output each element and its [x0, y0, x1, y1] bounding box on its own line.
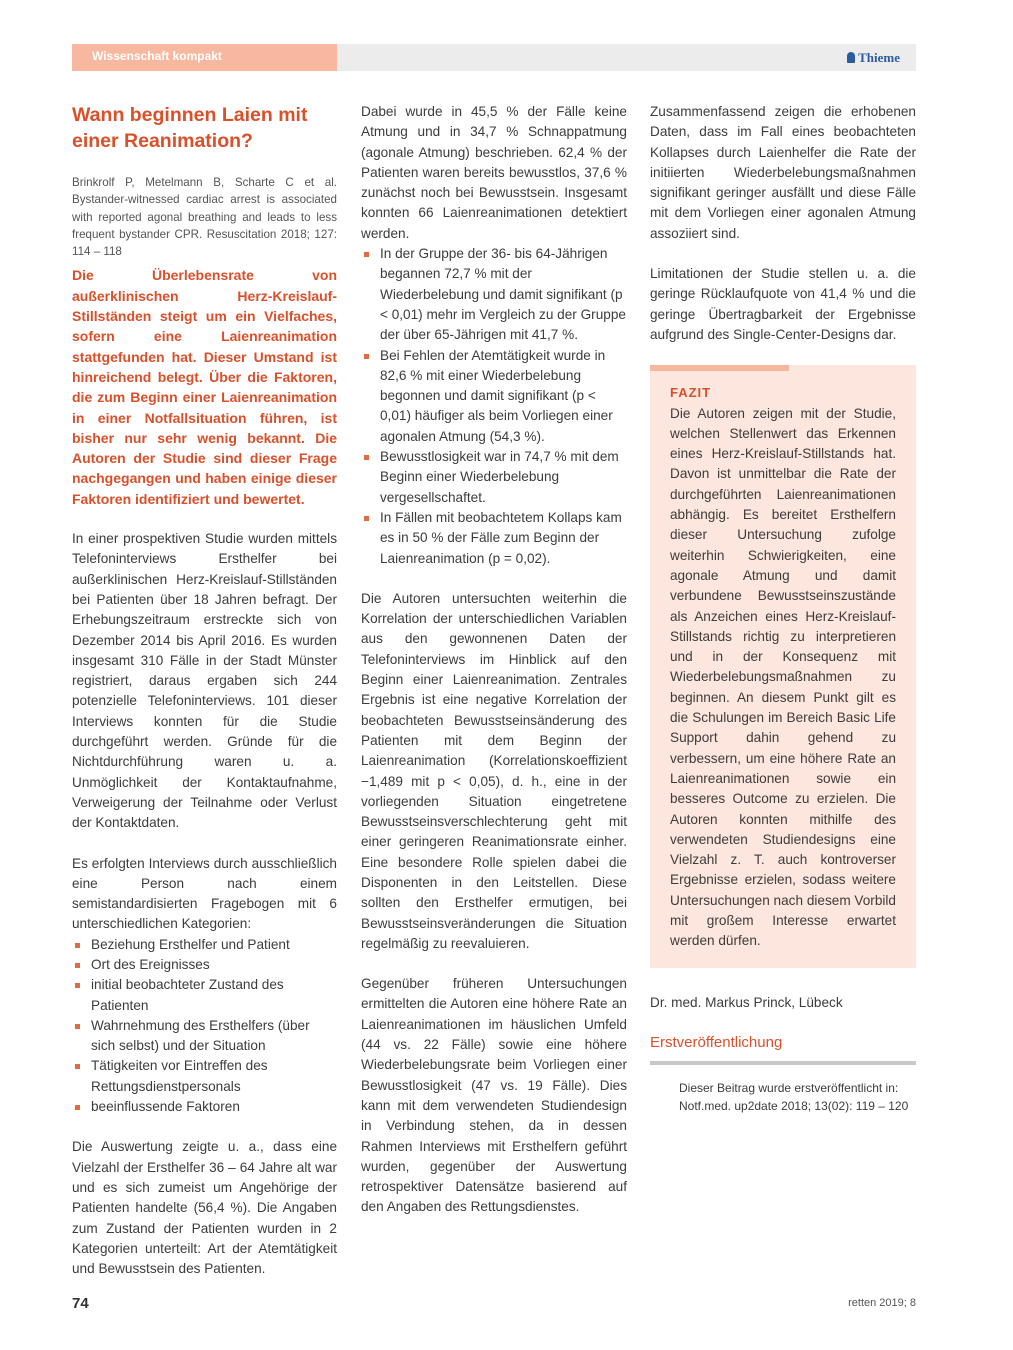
bullet-icon	[364, 516, 369, 521]
bullet-icon	[75, 983, 80, 988]
page-number: 74	[72, 1295, 89, 1312]
paragraph-breathing: Dabei wurde in 45,5 % der Fälle keine Atmung und in 34,7 % Schnappatmung (agonale Atmung) beschrieben. 62,4 % der Patienten waren bereits bewusstlos, 37,6 % zunächst noch bei Bewusstsein. Insgesamt konnten 66 Laienreanimationen detektiert werden.	[361, 104, 627, 241]
findings-list	[361, 244, 627, 569]
list-item: Beziehung Ersthelfer und Patient	[72, 935, 337, 955]
section-label: Wissenschaft kompakt	[92, 49, 222, 63]
bullet-icon	[75, 963, 80, 968]
paragraph-evaluation: Die Auswertung zeigte u. a., dass eine Vielzahl der Ersthelfer 36 – 64 Jahre alt war und es sich zumeist um Angehörige der Patienten handelte (56,4 %). Die Angaben zum Zustand der Patienten wurden in 2 Kategorien unterteilt: Art der Atemtätigkeit und Bewusstsein des Patienten.	[72, 1139, 337, 1277]
list-item: initial beobachteter Zustand des Patienten	[72, 975, 337, 1016]
list-item: Bei Fehlen der Atemtätigkeit wurde in 82,6 % mit einer Wiederbelebung begonnen und damit signifikant (p < 0,01) häufiger als beim Vorliegen einer agonalen Atmung (54,3 %).	[361, 346, 627, 447]
first-publication-heading: Erstveröffentlichung	[650, 1033, 783, 1051]
citation: Brinkrolf P, Metelmann B, Scharte C et al. Bystander-witnessed cardiac arrest is associated with reported agonal breathing and leads to less frequent bystander CPR. Resuscitation 2018; 127: 114 – 118	[72, 176, 337, 259]
bullet-icon	[75, 1024, 80, 1029]
author-line: Dr. med. Markus Princk, Lübeck	[650, 994, 843, 1010]
thieme-logo-text: Thieme	[858, 50, 900, 65]
fazit-box	[650, 365, 916, 967]
bullet-icon	[75, 1064, 80, 1069]
column-3	[650, 102, 916, 1115]
bullet-icon	[364, 354, 369, 359]
paragraph-method: In einer prospektiven Studie wurden mittels Telefoninterviews Ersthelfer bei außerklinischen Herz-Kreislauf-Stillständen bei Patienten über 18 Jahren befragt. Der Erhebungszeitraum erstreckte sich von Dezember 2014 bis April 2016. Es wurden insgesamt 310 Fälle in der Stadt Münster registriert, daraus ergaben sich 244 potenzielle Telefoninterviews. 101 dieser Interviews konnten für die Studie durchgeführt werden. Gründe für die Nichtdurchführung waren u. a. Unmöglichkeit der Kontaktaufnahme, Verweigerung der Teilnahme oder Verlust der Kontaktdaten.	[72, 531, 337, 831]
list-item: Tätigkeiten vor Eintreffen des Rettungsdienstpersonals	[72, 1056, 337, 1097]
thieme-logo-icon	[847, 52, 855, 63]
paragraph-interviews: Es erfolgten Interviews durch ausschließlich eine Person nach einem semistandardisierten Fragebogen mit 6 unterschiedlichen Kategorien:	[72, 855, 337, 932]
article-title: Wann beginnen Laien mit einer Reanimation?	[72, 104, 308, 152]
list-item: In Fällen mit beobachtetem Kollaps kam es in 50 % der Fälle zum Beginn der Laienreanimation (p = 0,02).	[361, 508, 627, 569]
publisher-header-bar	[337, 44, 916, 71]
bullet-icon	[364, 252, 369, 257]
paragraph-limitations: Limitationen der Studie stellen u. a. die geringe Rücklaufquote von 41,4 % und die geringe Übertragbarkeit der Ergebnisse aufgrund des Single-Center-Designs dar.	[650, 266, 916, 342]
bullet-icon	[364, 455, 369, 460]
list-item: beeinflussende Faktoren	[72, 1097, 337, 1117]
journal-reference: retten 2019; 8	[848, 1297, 916, 1309]
category-list	[72, 935, 337, 1118]
list-item: Ort des Ereignisses	[72, 955, 337, 975]
fazit-accent-bar	[650, 365, 789, 371]
column-1	[72, 102, 337, 1299]
lead-paragraph: Die Überlebensrate von außerklinischen Herz-Kreislauf-Stillständen steigt um ein Vielfaches, sofern eine Laienreanimation stattgefunden hat. Dieser Umstand ist hinreichend belegt. Über die Faktoren, die zum Beginn einer Laienreanimation in einer Notfallsituation führen, ist bisher nur sehr wenig bekannt. Die Autoren der Studie sind dieser Frage nachgegangen und haben einige dieser Faktoren identifiziert und bewertet.	[72, 267, 337, 507]
list-item: In der Gruppe der 36- bis 64-Jährigen begannen 72,7 % mit der Wiederbelebung und damit signifikant (p < 0,01) mehr im Vergleich zu der Gruppe der über 65-Jährigen mit 41,7 %.	[361, 244, 627, 345]
list-item: Bewusstlosigkeit war in 74,7 % mit dem Beginn einer Wiederbelebung vergesellschaftet.	[361, 447, 627, 508]
thieme-logo	[847, 50, 900, 66]
column-2-content	[361, 102, 627, 1238]
paragraph-correlation: Die Autoren untersuchten weiterhin die Korrelation der unterschiedlichen Variablen aus den gewonnenen Daten der Telefoninterviews im Hinblick auf den Beginn einer Laienreanimation. Zentrales Ergebnis ist eine negative Korrelation der beobachteten Bewusstseinsänderung des Patienten mit dem Beginn der Laienreanimation (Korrelationskoeffizient −1,489 mit p < 0,05), d. h., eine in der vorliegenden Situation eingetretene Bewusstseinsverschlechterung geht mit einer geringeren Reanimationsrate einher. Eine besondere Rolle spielen dabei die Disponenten in den Leitstellen. Diese sollten den Ersthelfer ermutigen, bei Bewusstseinsveränderungen die Situation regelmäßig zu reevaluieren.	[361, 590, 627, 951]
bullet-icon	[75, 943, 80, 948]
fazit-text: Die Autoren zeigen mit der Studie, welchen Stellenwert das Erkennen eines Herz-Kreislauf-Stillstands hat. Davon ist unmittelbar die Rate der durchgeführten Laienreanimationen abhängig. Es bereitet Ersthelfern dieser Untersuchung zufolge weiterhin Schwierigkeiten, eine agonale Atmung und damit verbundene Bewusstseinszustände als Anzeichen eines Herz-Kreislauf-Stillstands richtig zu interpretieren und in der Konsequenz mit Wiederbelebungsmaßnahmen zu beginnen. An diesem Punkt gilt es die Schulungen im Bereich Basic Life Support dahin gehend zu verbessern, um eine höhere Rate an Laienreanimationen sowie ein besseres Outcome zu erzielen. Die Autoren konnten mithilfe des verwendeten Studiendesigns eine Vielzahl z. T. auch kontroverser Ergebnisse erzielen, sodass weitere Untersuchungen nach diesem Vorbild mit großem Interesse erwartet werden dürfen.	[670, 405, 896, 949]
first-publication-text: Dieser Beitrag wurde erstveröffentlicht in: Notf.med. up2date 2018; 13(02): 119 – 120	[679, 1081, 909, 1114]
list-item: Wahrnehmung des Ersthelfers (über sich selbst) und der Situation	[72, 1016, 337, 1057]
first-publication-rule	[650, 1061, 916, 1065]
bullet-icon	[75, 1105, 80, 1110]
section-header-bar	[72, 44, 337, 71]
paragraph-summary: Zusammenfassend zeigen die erhobenen Daten, dass im Fall eines beobachteten Kollapses durch Laienhelfer die Rate der initiierten Wiederbelebungsmaßnahmen signifikant geringer ausfällt und diese Fälle mit dem Vorliegen einer agonalen Atmung assoziiert sind.	[650, 104, 916, 241]
paragraph-comparison: Gegenüber früheren Untersuchungen ermittelten die Autoren eine höhere Rate an Laienreanimationen im häuslichen Umfeld (44 vs. 22 Fälle) sowie eine höhere Wiederbelebungsrate beim Vorliegen einer Bewusstlosigkeit (47 vs. 19 Fälle). Dies kann mit dem verwendeten Studiendesign in Verbindung stehen, da in dessen Rahmen Interviews mit Ersthelfern geführt wurden, gegenüber der Auswertung retrospektiver Datensätze basierend auf den Angaben des Rettungsdienstes.	[361, 976, 627, 1215]
fazit-heading: FAZIT	[670, 385, 712, 401]
